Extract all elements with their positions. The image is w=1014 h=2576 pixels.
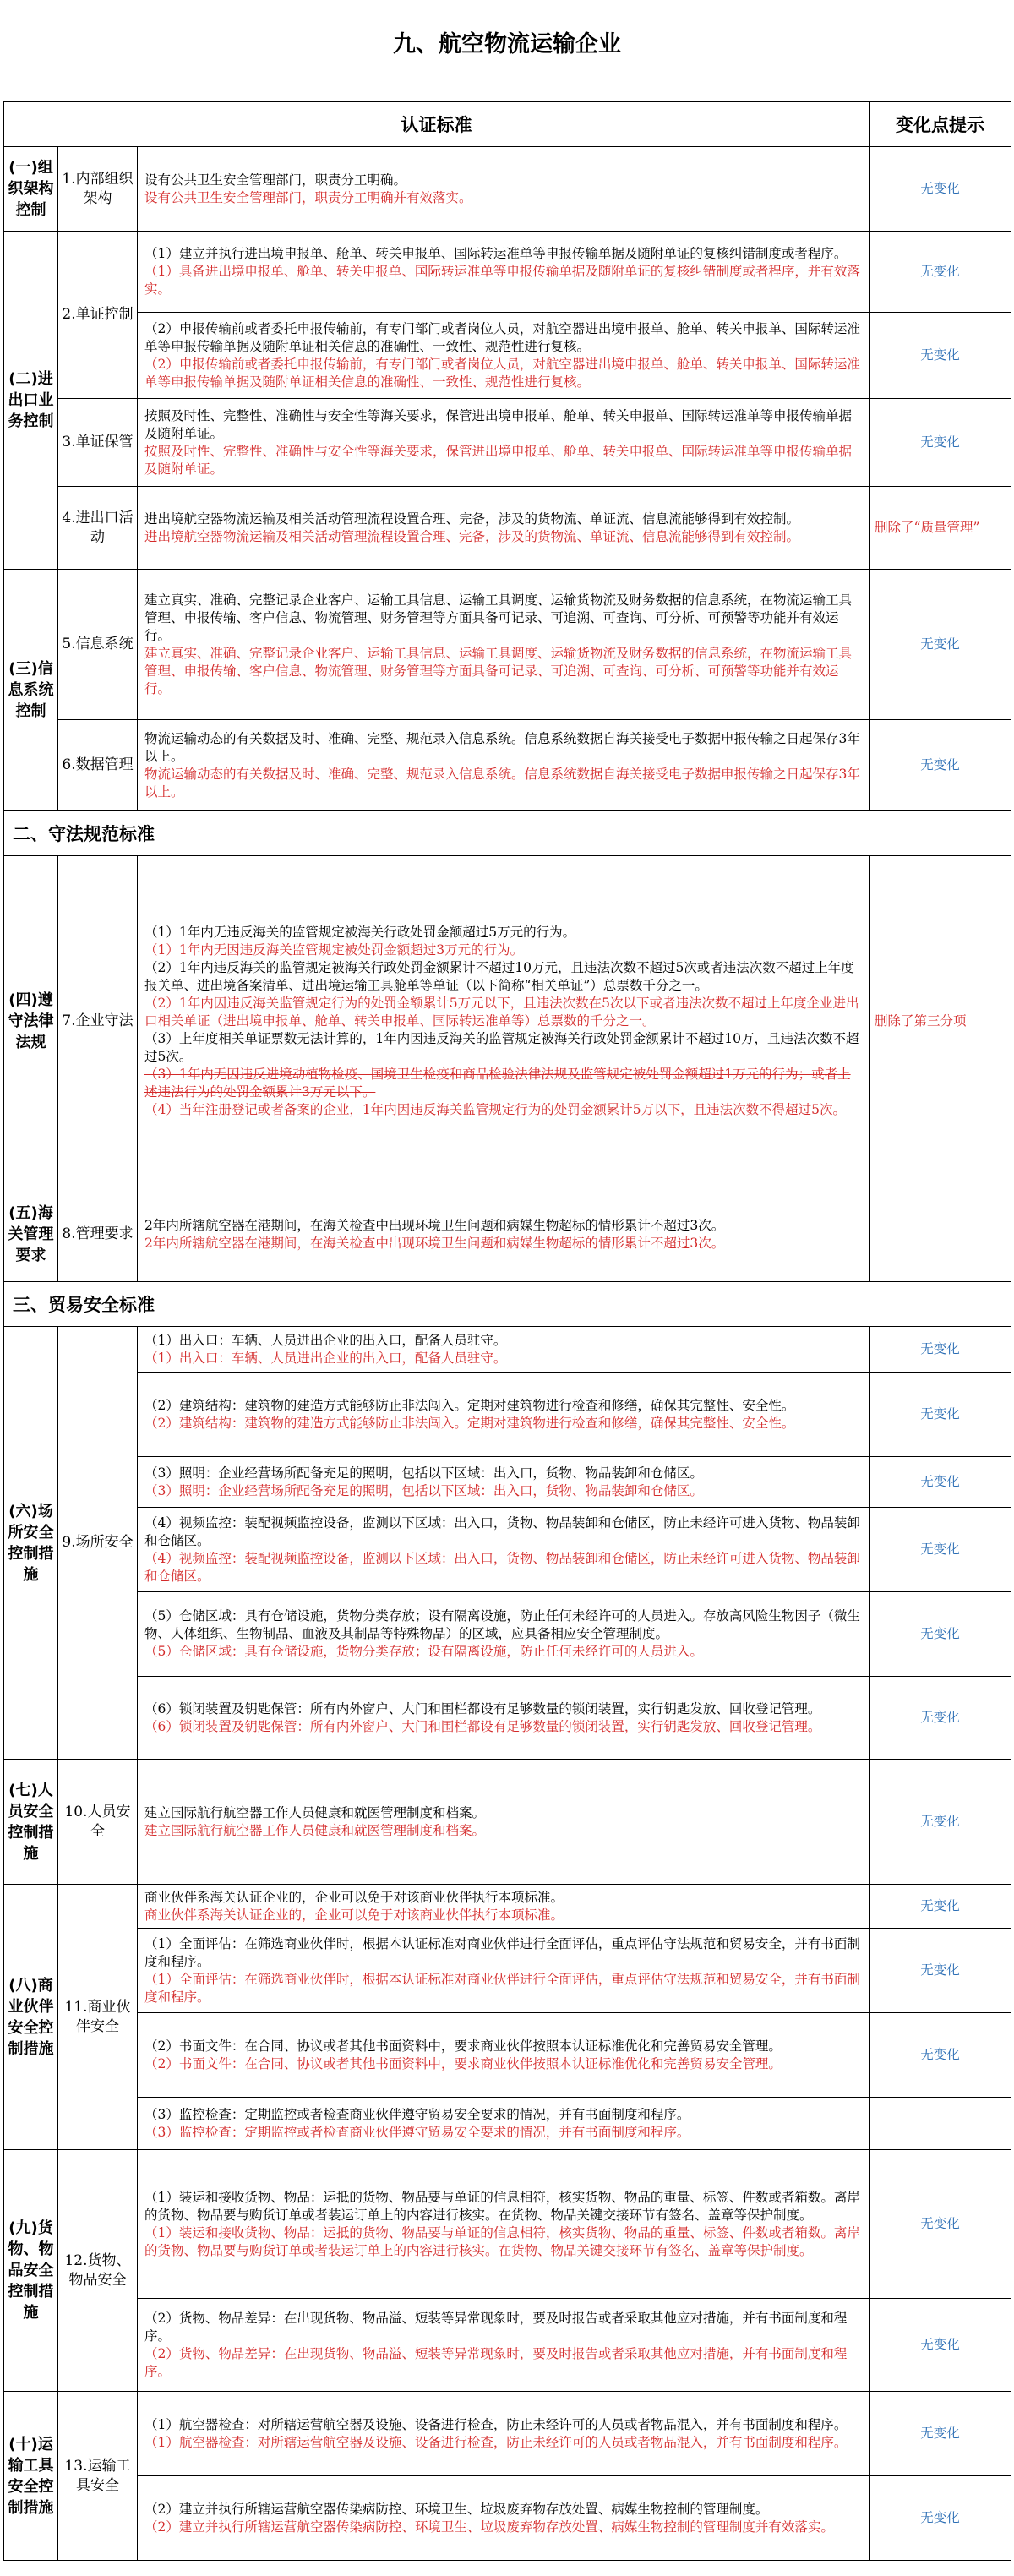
standard-cell (138, 232, 870, 313)
standard-text-new: （1）出入口：车辆、人员进出企业的出入口，配备人员驻守。 (144, 1350, 507, 1366)
table-row (4, 1327, 1011, 1373)
standard-text-new: （5）仓储区域：具有仓储设施，货物分类存放；设有隔离设施，防止任何未经许可的人员进入。 (144, 1644, 703, 1659)
standards-table (3, 101, 1011, 2561)
standard-text-new: 建立国际航行航空器工作人员健康和就医管理制度和档案。 (144, 1822, 486, 1838)
standard-text-new: （2）申报传输前或者委托申报传输前，有专门部门或者岗位人员，对航空器进出境申报单、舱单、转关申报单、国际转运准单等申报传输单据及随附单证相关信息的准确性、一致性、规范性进行复核。 (144, 356, 860, 390)
standard-text-new: （4）视频监控：装配视频监控设备，监测以下区域：出入口，货物、物品装卸和仓储区，防止未经许可进入货物、物品装卸和仓储区。 (144, 1550, 860, 1584)
table-row (4, 1760, 1011, 1885)
standard-text: 按照及时性、完整性、准确性与安全性等海关要求，保管进出境申报单、舱单、转关申报单、国际转运准单等申报传输单据及随附单证。 (144, 407, 853, 441)
change-cell: 无变化 (870, 2299, 1011, 2392)
standard-text-new: （2）建立并执行所辖运营航空器传染病防控、环境卫生、垃圾废弃物存放处置、病媒生物控制的管理制度并有效落实。 (144, 2519, 834, 2535)
change-cell: 无变化 (870, 2392, 1011, 2476)
category-cell: (二)进出口业务控制 (4, 232, 58, 570)
standard-cell (138, 1929, 870, 2013)
change-cell: 无变化 (870, 313, 1011, 399)
standard-text-new: （2）货物、物品差异：在出现货物、物品溢、短装等异常现象时，要及时报告或者采取其他应对措施，并有书面制度和程序。 (144, 2345, 848, 2379)
standard-cell (138, 1677, 870, 1760)
standard-text-new: （1）装运和接收货物、物品：运抵的货物、物品要与单证的信息相符，核实货物、物品的重量、标签、件数或者箱数。离岸的货物、物品要与购货订单或者装运订单上的内容进行核实。在货物、物品关键交接环节有签名、盖章等保护制度。 (144, 2224, 860, 2258)
table-header-row (4, 102, 1011, 147)
standard-cell (138, 720, 870, 811)
table-row (4, 1457, 1011, 1508)
standard-text: （5）仓储区域：具有仓储设施，货物分类存放；设有隔离设施，防止任何未经许可的人员进入。存放高风险生物因子（微生物、人体组织、生物制品、血液及其制品等特殊物品）的区域，应具备相应安全管理制度。 (144, 1608, 860, 1641)
change-cell: 无变化 (870, 2150, 1011, 2299)
standard-text-new: 2年内所辖航空器在港期间，在海关检查中出现环境卫生问题和病媒生物超标的情形累计不超过3次。 (144, 1235, 725, 1251)
standard-cell (138, 147, 870, 232)
standard-cell (138, 1760, 870, 1885)
item-cell: 2.单证控制 (58, 232, 138, 399)
table-row (4, 1187, 1011, 1282)
change-cell: 无变化 (870, 1592, 1011, 1677)
standard-cell (138, 2013, 870, 2098)
change-cell: 删除了“质量管理” (870, 487, 1011, 570)
category-cell: (五)海关管理要求 (4, 1187, 58, 1282)
table-row (4, 2476, 1011, 2561)
standard-text: 进出境航空器物流运输及相关活动管理流程设置合理、完备，涉及的货物流、单证流、信息流能够得到有效控制。 (144, 510, 800, 527)
standard-text: （2）建立并执行所辖运营航空器传染病防控、环境卫生、垃圾废弃物存放处置、病媒生物控制的管理制度。 (144, 2501, 769, 2517)
section-row (4, 811, 1011, 856)
standard-text: （3）照明：企业经营场所配备充足的照明，包括以下区域：出入口，货物、物品装卸和仓储区。 (144, 1465, 703, 1481)
change-cell: 无变化 (870, 1508, 1011, 1592)
page-title: 九、航空物流运输企业 (393, 31, 621, 57)
change-cell: 无变化 (870, 1677, 1011, 1760)
standard-cell (138, 2476, 870, 2561)
standard-cell (138, 1373, 870, 1457)
change-cell: 无变化 (870, 399, 1011, 487)
table-row (4, 232, 1011, 313)
table-row (4, 1885, 1011, 1929)
standard-text-new: （1）全面评估：在筛选商业伙伴时，根据本认证标准对商业伙伴进行全面评估，重点评估守法规范和贸易安全，并有书面制度和程序。 (144, 1971, 860, 2005)
section-title: 三、贸易安全标准 (4, 1282, 1011, 1327)
change-cell: 无变化 (870, 1885, 1011, 1929)
category-cell: (七)人员安全控制措施 (4, 1760, 58, 1885)
item-cell: 4.进出口活动 (58, 487, 138, 570)
standard-text: 建立真实、准确、完整记录企业客户、运输工具信息、运输工具调度、运输货物流及财务数据的信息系统，在物流运输工具管理、申报传输、客户信息、物流管理、财务管理等方面具备可记录、可追溯、可查询、可分析、可预警等功能并有效运行。 (144, 592, 853, 643)
change-cell: 无变化 (870, 720, 1011, 811)
category-cell: (三)信息系统控制 (4, 570, 58, 811)
standard-text: （2）书面文件：在合同、协议或者其他书面资料中，要求商业伙伴按照本认证标准优化和完善贸易安全管理。 (144, 2038, 782, 2054)
table-row (4, 2299, 1011, 2392)
standard-text-new: 建立真实、准确、完整记录企业客户、运输工具信息、运输工具调度、运输货物流及财务数据的信息系统，在物流运输工具管理、申报传输、客户信息、物流管理、财务管理等方面具备可记录、可追溯、可查询、可分析、可预警等功能并有效运行。 (144, 645, 853, 696)
change-cell: 无变化 (870, 2013, 1011, 2098)
standard-text-new: （4）当年注册登记或者备案的企业，1年内因违反海关监管规定行为的处罚金额累计5万以下，且违法次数不得超过5次。 (144, 1102, 846, 1117)
standard-cell (138, 1885, 870, 1929)
standard-text: 物流运输动态的有关数据及时、准确、完整、规范录入信息系统。信息系统数据自海关接受电子数据申报传输之日起保存3年以上。 (144, 730, 860, 764)
category-cell: (四)遵守法律法规 (4, 856, 58, 1187)
item-cell: 9.场所安全 (58, 1327, 138, 1760)
standard-text: （2）1年内违反海关的监管规定被海关行政处罚金额累计不超过10万元，且违法次数不超过5次或者违法次数不超过上年度报关单、进出境备案清单、进出境运输工具舱单等单证（以下简称“相关单证”）总票数千分之一。 (144, 960, 854, 993)
standard-text-new: 商业伙伴系海关认证企业的，企业可以免于对该商业伙伴执行本项标准。 (144, 1907, 564, 1923)
standard-text-new: （6）锁闭装置及钥匙保管：所有内外窗户、大门和围栏都设有足够数量的锁闭装置，实行钥匙发放、回收登记管理。 (144, 1718, 821, 1734)
standard-text-new: （2）1年内因违反海关监管规定行为的处罚金额累计5万元以下，且违法次数在5次以下或者违法次数不超过上年度企业进出口相关单证（进出境申报单、舱单、转关申报单、国际转运准单等）总票数的千分之一。 (144, 996, 859, 1029)
table-row (4, 720, 1011, 811)
standard-text: （3）监控检查：定期监控或者检查商业伙伴遵守贸易安全要求的情况，并有书面制度和程序。 (144, 2106, 690, 2122)
change-cell (870, 1187, 1011, 1282)
standard-text: （2）建筑结构：建筑物的建造方式能够防止非法闯入。定期对建筑物进行检查和修缮，确保其完整性、安全性。 (144, 1397, 795, 1413)
table-row (4, 147, 1011, 232)
item-cell: 10.人员安全 (58, 1760, 138, 1885)
standard-text-new: 按照及时性、完整性、准确性与安全性等海关要求，保管进出境申报单、舱单、转关申报单、国际转运准单等申报传输单据及随附单证。 (144, 443, 853, 477)
standard-text: （1）1年内无违反海关的监管规定被海关行政处罚金额超过5万元的行为。 (144, 925, 576, 940)
category-cell: (九)货物、物品安全控制措施 (4, 2150, 58, 2392)
change-cell: 无变化 (870, 1760, 1011, 1885)
section-title: 二、守法规范标准 (4, 811, 1011, 856)
change-cell: 无变化 (870, 570, 1011, 720)
standard-cell (138, 1327, 870, 1373)
section-row (4, 1282, 1011, 1327)
standard-text: （4）视频监控：装配视频监控设备，监测以下区域：出入口，货物、物品装卸和仓储区，防止未经许可进入货物、物品装卸和仓储区。 (144, 1514, 860, 1548)
change-cell: 无变化 (870, 1457, 1011, 1508)
table-row (4, 399, 1011, 487)
table-row (4, 1373, 1011, 1457)
standard-text: （3）上年度相关单证票数无法计算的，1年内因违反海关的监管规定被海关行政处罚金额累计不超过10万，且违法次数不超过5次。 (144, 1031, 859, 1064)
item-cell: 3.单证保管 (58, 399, 138, 487)
change-cell: 无变化 (870, 1373, 1011, 1457)
table-row (4, 2150, 1011, 2299)
standard-cell (138, 1508, 870, 1592)
standard-text-new: （2）建筑结构：建筑物的建造方式能够防止非法闯入。定期对建筑物进行检查和修缮，确保其完整性、安全性。 (144, 1415, 795, 1431)
item-cell: 5.信息系统 (58, 570, 138, 720)
table-row (4, 856, 1011, 1187)
standard-text: （1）全面评估：在筛选商业伙伴时，根据本认证标准对商业伙伴进行全面评估，重点评估守法规范和贸易安全，并有书面制度和程序。 (144, 1935, 860, 1969)
standard-cell (138, 1592, 870, 1677)
standard-text: 商业伙伴系海关认证企业的，企业可以免于对该商业伙伴执行本项标准。 (144, 1889, 564, 1905)
standard-text-new: （1）具备进出境申报单、舱单、转关申报单、国际转运准单等申报传输单据及随附单证的复核纠错制度或者程序，并有效落实。 (144, 264, 860, 297)
table-row (4, 570, 1011, 720)
item-cell: 1.内部组织架构 (58, 147, 138, 232)
standard-cell (138, 2392, 870, 2476)
table-row (4, 1508, 1011, 1592)
standard-text: （2）货物、物品差异：在出现货物、物品溢、短装等异常现象时，要及时报告或者采取其他应对措施，并有书面制度和程序。 (144, 2310, 848, 2344)
header-standard: 认证标准 (4, 102, 870, 147)
table-row (4, 1677, 1011, 1760)
standard-cell (138, 487, 870, 570)
standard-cell (138, 1457, 870, 1508)
item-cell: 8.管理要求 (58, 1187, 138, 1282)
change-cell (870, 2098, 1011, 2150)
standard-cell (138, 570, 870, 720)
standard-text: （2）申报传输前或者委托申报传输前，有专门部门或者岗位人员，对航空器进出境申报单、舱单、转关申报单、国际转运准单等申报传输单据及随附单证相关信息的准确性、一致性、规范性进行复核。 (144, 320, 860, 354)
category-cell: (一)组织架构控制 (4, 147, 58, 232)
standard-cell (138, 399, 870, 487)
header-change: 变化点提示 (870, 102, 1011, 147)
standard-cell (138, 2150, 870, 2299)
standard-cell (138, 1187, 870, 1282)
standard-text-new: （3）监控检查：定期监控或者检查商业伙伴遵守贸易安全要求的情况，并有书面制度和程序。 (144, 2124, 690, 2140)
standard-text: （1）装运和接收货物、物品：运抵的货物、物品要与单证的信息相符，核实货物、物品的重量、标签、件数或者箱数。离岸的货物、物品要与购货订单或者装运订单上的内容进行核实。在货物、物品关键交接环节有签名、盖章等保护制度。 (144, 2189, 860, 2223)
change-cell: 无变化 (870, 1327, 1011, 1373)
standard-text: 建立国际航行航空器工作人员健康和就医管理制度和档案。 (144, 1804, 486, 1820)
category-cell: (六)场所安全控制措施 (4, 1327, 58, 1760)
standard-text: 设有公共卫生安全管理部门，职责分工明确。 (144, 172, 407, 188)
change-cell: 无变化 (870, 232, 1011, 313)
item-cell: 7.企业守法 (58, 856, 138, 1187)
standard-text-new: 进出境航空器物流运输及相关活动管理流程设置合理、完备，涉及的货物流、单证流、信息流能够得到有效控制。 (144, 528, 800, 544)
standard-cell (138, 2098, 870, 2150)
item-cell: 6.数据管理 (58, 720, 138, 811)
standard-text-new: （2）书面文件：在合同、协议或者其他书面资料中，要求商业伙伴按照本认证标准优化和完善贸易安全管理。 (144, 2055, 782, 2071)
change-cell: 无变化 (870, 147, 1011, 232)
standard-text: （1）出入口：车辆、人员进出企业的出入口，配备人员驻守。 (144, 1332, 507, 1348)
standard-text-new: 物流运输动态的有关数据及时、准确、完整、规范录入信息系统。信息系统数据自海关接受电子数据申报传输之日起保存3年以上。 (144, 766, 860, 800)
standard-cell (138, 2299, 870, 2392)
change-cell: 无变化 (870, 2476, 1011, 2561)
standard-text-new: （1）航空器检查：对所辖运营航空器及设施、设备进行检查，防止未经许可的人员或者物品混入，并有书面制度和程序。 (144, 2434, 848, 2450)
standard-text: （1）航空器检查：对所辖运营航空器及设施、设备进行检查，防止未经许可的人员或者物品混入，并有书面制度和程序。 (144, 2416, 848, 2432)
change-cell: 无变化 (870, 1929, 1011, 2013)
category-cell: (十)运输工具安全控制措施 (4, 2392, 58, 2561)
table-row (4, 2392, 1011, 2476)
change-cell: 删除了第三分项 (870, 856, 1011, 1187)
item-cell: 11.商业伙伴安全 (58, 1885, 138, 2150)
standard-text: （1）建立并执行进出境申报单、舱单、转关申报单、国际转运准单等申报传输单据及随附单证的复核纠错制度或者程序。 (144, 246, 848, 261)
standard-text-new: 设有公共卫生安全管理部门，职责分工明确并有效落实。 (144, 189, 472, 205)
standard-text-new: （1）1年内无因违反海关监管规定被处罚金额超过3万元的行为。 (144, 942, 524, 958)
standard-text-deleted: （3）1年内无因违反进境动植物检疫、国境卫生检疫和商品检验法律法规及监管规定被处罚金额超过1万元的行为；或者上述违法行为的处罚金额累计3万元以下。 (144, 1067, 851, 1100)
table-row (4, 1592, 1011, 1677)
table-row (4, 1929, 1011, 2013)
table-row (4, 2013, 1011, 2098)
table-row (4, 2098, 1011, 2150)
item-cell: 12.货物、物品安全 (58, 2150, 138, 2392)
standard-text-new: （3）照明：企业经营场所配备充足的照明，包括以下区域：出入口，货物、物品装卸和仓储区。 (144, 1482, 703, 1498)
standard-text: （6）锁闭装置及钥匙保管：所有内外窗户、大门和围栏都设有足够数量的锁闭装置，实行钥匙发放、回收登记管理。 (144, 1700, 821, 1716)
item-cell: 13.运输工具安全 (58, 2392, 138, 2561)
category-cell: (八)商业伙伴安全控制措施 (4, 1885, 58, 2150)
standard-cell (138, 313, 870, 399)
standard-cell (138, 856, 870, 1187)
standard-text: 2年内所辖航空器在港期间，在海关检查中出现环境卫生问题和病媒生物超标的情形累计不超过3次。 (144, 1217, 725, 1233)
table-row (4, 313, 1011, 399)
table-row (4, 487, 1011, 570)
